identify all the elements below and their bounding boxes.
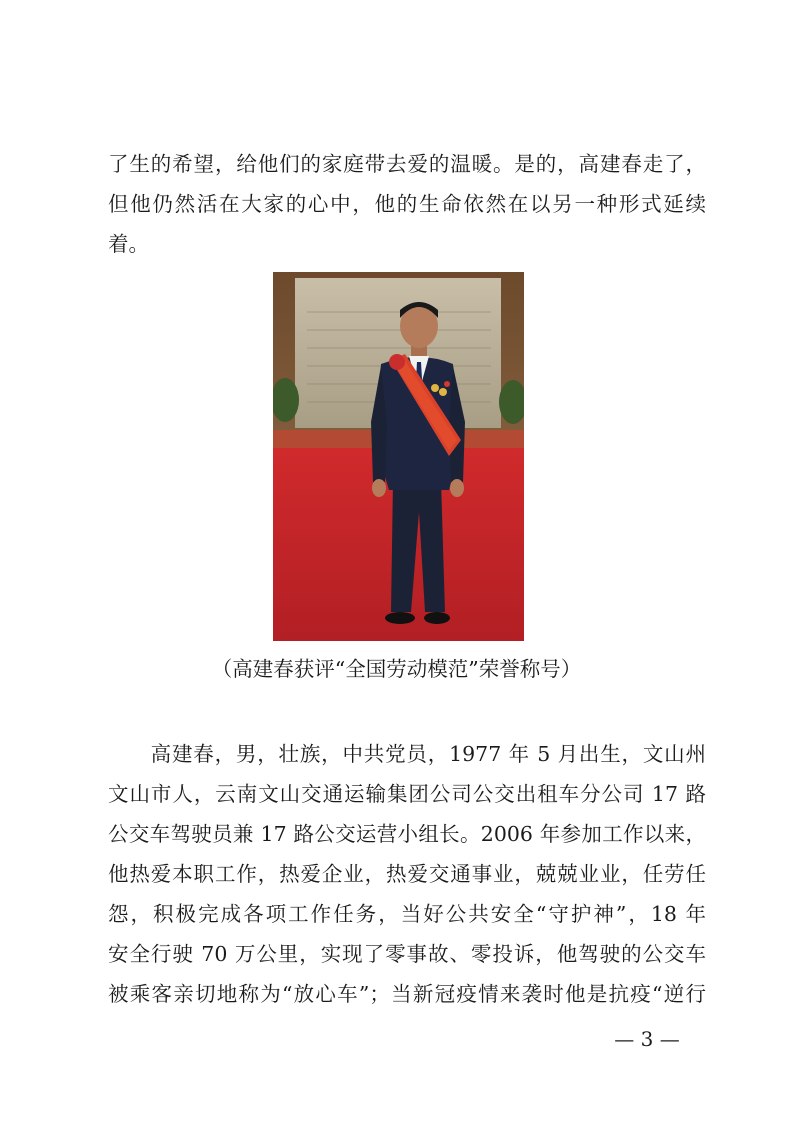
text-line: 安全行驶 70 万公里，实现了零事故、零投诉，他驾驶的公交车 xyxy=(108,942,706,966)
text-line: 公交车驾驶员兼 17 路公交运营小组长。2006 年参加工作以来， xyxy=(108,822,706,846)
portrait-photo xyxy=(273,272,524,641)
page-number: — 3 — xyxy=(614,1027,680,1051)
text-line: 高建春，男，壮族，中共党员，1977 年 5 月出生，文山州 xyxy=(108,742,706,766)
text-line: 他热爱本职工作，热爱企业，热爱交通事业，兢兢业业，任劳任 xyxy=(108,862,706,886)
text-line: 着。 xyxy=(108,232,149,256)
text-line: 文山市人，云南文山交通运输集团公司公交出租车分公司 17 路 xyxy=(108,782,706,806)
biography-paragraph xyxy=(108,734,706,1014)
text-line: 被乘客亲切地称为“放心车”；当新冠疫情来袭时他是抗疫“逆行 xyxy=(108,982,706,1006)
text-line: 怨，积极完成各项工作任务，当好公共安全“守护神”，18 年 xyxy=(108,902,706,926)
text-line: 了生的希望，给他们的家庭带去爱的温暖。是的，高建春走了， xyxy=(108,152,706,176)
text-line: 但他仍然活在大家的心中，他的生命依然在以另一种形式延续 xyxy=(108,192,706,216)
paragraph-continuation xyxy=(108,144,706,264)
photo-caption: （高建春获评“全国劳动模范”荣誉称号） xyxy=(211,657,582,681)
